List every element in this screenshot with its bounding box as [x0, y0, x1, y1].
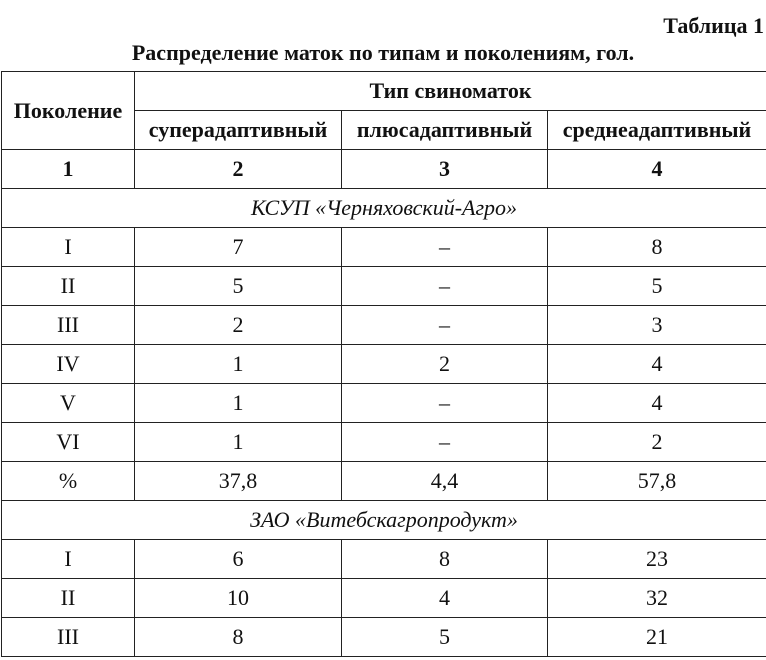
generation-cell: %: [2, 462, 135, 501]
table-row: [2, 579, 766, 618]
value-cell: 6: [135, 540, 342, 579]
value-cell: –: [342, 306, 548, 345]
value-cell: 1: [135, 384, 342, 423]
section-title-row: [2, 501, 766, 540]
value-cell: 5: [135, 267, 342, 306]
value-cell: 37,8: [135, 462, 342, 501]
section-title: КСУП «Черняховский-Агро»: [2, 189, 766, 228]
generation-cell: III: [2, 618, 135, 657]
value-cell: 7: [135, 228, 342, 267]
value-cell: 8: [342, 540, 548, 579]
header-sow-type: Тип свиноматок: [135, 72, 766, 111]
column-numbering-row: [2, 150, 766, 189]
value-cell: 32: [548, 579, 766, 618]
value-cell: 8: [548, 228, 766, 267]
value-cell: –: [342, 228, 548, 267]
section-title: ЗАО «Витебскагропродукт»: [2, 501, 766, 540]
value-cell: 4: [548, 384, 766, 423]
value-cell: 5: [342, 618, 548, 657]
column-number: 1: [2, 150, 135, 189]
value-cell: 1: [135, 345, 342, 384]
section-title-row: [2, 189, 766, 228]
table-number: Таблица 1: [663, 13, 764, 38]
generation-cell: II: [2, 267, 135, 306]
value-cell: –: [342, 384, 548, 423]
value-cell: 1: [135, 423, 342, 462]
value-cell: 5: [548, 267, 766, 306]
table-row: [2, 384, 766, 423]
table-row: [2, 267, 766, 306]
table-caption: Распределение маток по типам и поколениям, гол.: [131, 40, 635, 65]
table-row: [2, 345, 766, 384]
generation-cell: VI: [2, 423, 135, 462]
value-cell: 23: [548, 540, 766, 579]
value-cell: 4: [548, 345, 766, 384]
header-generation: Поколение: [2, 72, 135, 150]
table-row: [2, 306, 766, 345]
header-row-1: [2, 72, 766, 111]
table-row: [2, 423, 766, 462]
table-row: [2, 228, 766, 267]
value-cell: –: [342, 267, 548, 306]
value-cell: 4: [342, 579, 548, 618]
table-row: [2, 618, 766, 657]
column-number: 4: [548, 150, 766, 189]
value-cell: 3: [548, 306, 766, 345]
value-cell: 2: [135, 306, 342, 345]
table-row: [2, 540, 766, 579]
column-number: 3: [342, 150, 548, 189]
header-plusadaptive: плюсадаптивный: [342, 111, 548, 150]
generation-cell: I: [2, 540, 135, 579]
header-superadaptive: суперадаптивный: [135, 111, 342, 150]
percent-row: [2, 462, 766, 501]
value-cell: 2: [548, 423, 766, 462]
column-number: 2: [135, 150, 342, 189]
generation-cell: III: [2, 306, 135, 345]
distribution-table: [1, 71, 766, 657]
generation-cell: I: [2, 228, 135, 267]
value-cell: 4,4: [342, 462, 548, 501]
value-cell: 2: [342, 345, 548, 384]
generation-cell: V: [2, 384, 135, 423]
generation-cell: IV: [2, 345, 135, 384]
value-cell: 57,8: [548, 462, 766, 501]
generation-cell: II: [2, 579, 135, 618]
value-cell: –: [342, 423, 548, 462]
value-cell: 8: [135, 618, 342, 657]
value-cell: 10: [135, 579, 342, 618]
value-cell: 21: [548, 618, 766, 657]
header-midadaptive: среднеадаптивный: [548, 111, 766, 150]
